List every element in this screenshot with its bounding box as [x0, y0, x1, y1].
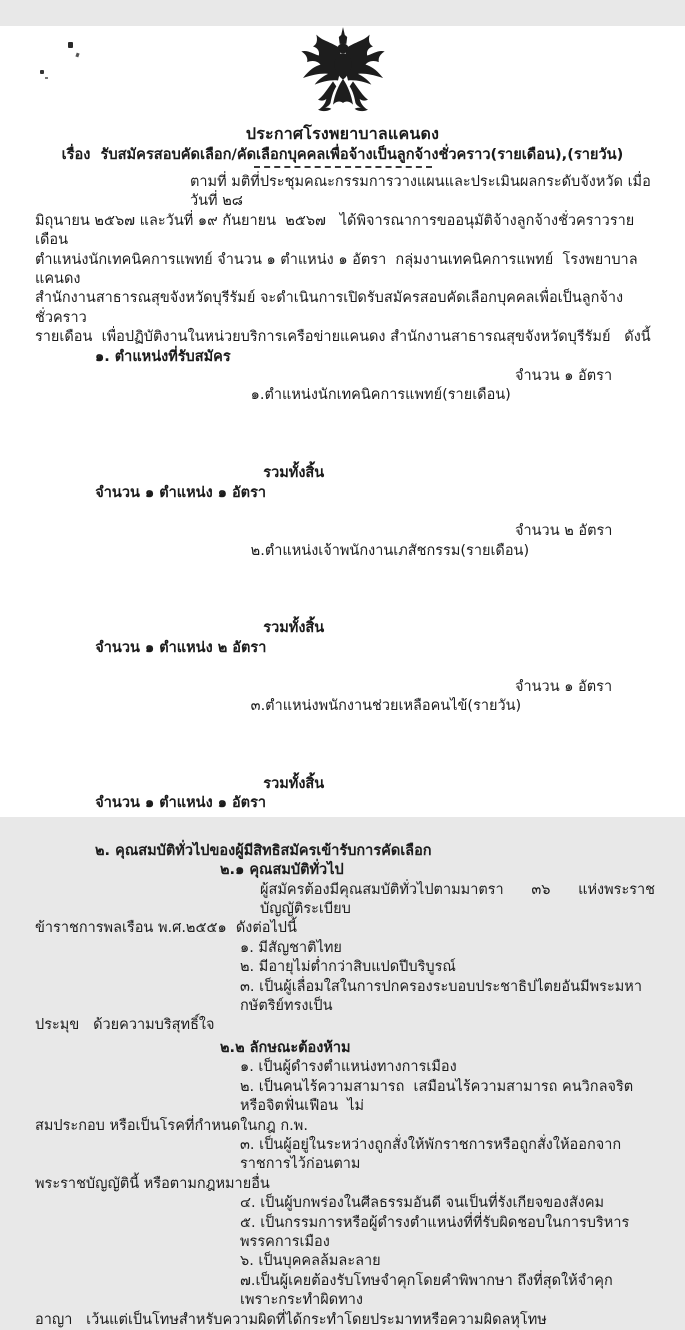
position-total-row: [35, 755, 657, 833]
prohibition-line: ๒. เป็นคนไร้ความสามารถ เสมือนไร้ความสามารถ คนวิกลจริตหรือจิตฟั่นเฟือน ไม่: [240, 1078, 634, 1115]
ink-speck: [75, 53, 79, 58]
dashed-divider: [254, 166, 432, 168]
section2-heading: ๒. คุณสมบัติทั่วไปของผู้มีสิทธิสมัครเข้ารับการคัดเลือก: [95, 842, 432, 859]
total-label: รวมทั้งสิ้น: [263, 775, 325, 792]
intro-line: รายเดือน เพื่อปฏิบัติงานในหน่วยบริการเครือข่ายแคนดง สำนักงานสาธารณสุขจังหวัดบุรีรัมย์ ดังนี้: [35, 329, 651, 346]
qualification-line: ๒. มีอายุไม่ต่ำกว่าสิบแปดปีบริบูรณ์: [240, 959, 456, 976]
total-value: จำนวน ๑ ตำแหน่ง ๑ อัตรา: [95, 484, 267, 501]
qualification-line: ข้าราชการพลเรือน พ.ศ.๒๕๕๑ ดังต่อไปนี้: [35, 920, 297, 937]
document-body: [0, 171, 685, 1330]
ink-speck: [40, 70, 44, 74]
section1-heading: ๑. ตำแหน่งที่รับสมัคร: [95, 348, 231, 365]
position-total-row: [35, 600, 657, 678]
prohibition-line: ๗.เป็นผู้เคยต้องรับโทษจำคุกโดยคำพิพากษา ถึงที่สุดให้จำคุก เพราะกระทำผิดทาง: [240, 1272, 622, 1309]
qualification-line: ประมุข ด้วยความบริสุทธิ์ใจ: [35, 1017, 215, 1034]
position-row: [35, 367, 657, 445]
garuda-emblem-icon: [293, 26, 393, 120]
prohibition-line: ๓. เป็นผู้อยู่ในระหว่างถูกสั่งให้พักราชการหรือถูกสั่งให้ออกจากราชการไว้ก่อนตาม: [240, 1136, 622, 1173]
position-name: ๑.ตำแหน่งนักเทคนิคการแพทย์(รายเดือน): [250, 387, 511, 404]
position-name: ๒.ตำแหน่งเจ้าพนักงานเภสัชกรรม(รายเดือน): [250, 542, 530, 559]
document-title: ประกาศโรงพยาบาลแคนดง: [245, 124, 440, 143]
ink-speck: [45, 77, 48, 79]
total-label: รวมทั้งสิ้น: [263, 620, 325, 637]
position-total-row: [35, 445, 657, 523]
position-row: [35, 522, 657, 600]
prohibition-line: ๖. เป็นบุคคลล้มละลาย: [240, 1253, 381, 1270]
total-value: จำนวน ๑ ตำแหน่ง ๒ อัตรา: [95, 639, 267, 656]
total-label: รวมทั้งสิ้น: [263, 465, 325, 482]
prohibition-line: ๕. เป็นกรรมการหรือผู้ดำรงตำแหน่งที่ที่รับผิดชอบในการบริหารพรรคการเมือง: [240, 1214, 630, 1250]
section22-heading: ๒.๒ ลักษณะต้องห้าม: [220, 1039, 351, 1056]
position-count: จำนวน ๑ อัตรา: [515, 368, 613, 385]
position-count: จำนวน ๑ อัตรา: [515, 678, 613, 695]
prohibition-line: ๔. เป็นผู้บกพร่องในศีลธรรมอันดี จนเป็นที่รังเกียจของสังคม: [240, 1195, 605, 1212]
prohibition-line: สมประกอบ หรือเป็นโรคที่กำหนดในกฎ ก.พ.: [35, 1117, 308, 1134]
intro-line: สำนักงานสาธารณสุขจังหวัดบุรีรัมย์ จะดำเนินการเปิดรับสมัครสอบคัดเลือกบุคคลเพื่อเป็นลูกจ้างชั่วคราว: [35, 290, 624, 326]
prohibition-line: อาญา เว้นแต่เป็นโทษสำหรับความผิดที่ได้กระทำโดยประมาทหรือความผิดลหุโทษ: [35, 1311, 547, 1328]
position-row: [35, 678, 657, 756]
position-count: จำนวน ๒ อัตรา: [515, 523, 613, 540]
total-value: จำนวน ๑ ตำแหน่ง ๑ อัตรา: [95, 795, 267, 811]
position-name: ๓.ตำแหน่งพนักงานช่วยเหลือคนไข้(รายวัน): [250, 697, 522, 714]
intro-line: มิถุนายน ๒๕๖๗ และวันที่ ๑๙ กันยายน ๒๕๖๗ ได้พิจารณาการขออนุมัติจ้างลูกจ้างชั่วคราวรายเดือน: [35, 212, 635, 249]
intro-line: ตามที่ มติที่ประชุมคณะกรรมการวางแผนและประเมินผลกระดับจังหวัด เมื่อวันที่ ๒๘: [190, 174, 651, 210]
document-page: [0, 26, 685, 1328]
prohibition-line: พระราชบัญญัตินี้ หรือตามกฎหมายอื่น: [35, 1175, 270, 1192]
ink-speck: [68, 42, 73, 48]
intro-line: ตำแหน่งนักเทคนิคการแพทย์ จำนวน ๑ ตำแหน่ง ๑ อัตรา กลุ่มงานเทคนิคการแพทย์ โรงพยาบาลแคนดง: [35, 251, 638, 288]
qualification-line: ๓. เป็นผู้เลื่อมใสในการปกครองระบอบประชาธิปไตยอันมีพระมหากษัตริย์ทรงเป็น: [240, 978, 642, 1015]
qualification-line: ผู้สมัครต้องมีคุณสมบัติทั่วไปตามมาตรา ๓๖ แห่งพระราชบัญญัติระเบียบ: [260, 881, 656, 918]
document-subject: เรื่อง รับสมัครสอบคัดเลือก/คัดเลือกบุคคลเพื่อจ้างเป็นลูกจ้างชั่วคราว(รายเดือน),(รายวัน): [61, 146, 624, 163]
section21-heading: ๒.๑ คุณสมบัติทั่วไป: [220, 862, 344, 879]
prohibition-line: ๑. เป็นผู้ดำรงตำแหน่งทางการเมือง: [240, 1059, 457, 1076]
qualification-line: ๑. มีสัญชาติไทย: [240, 939, 342, 956]
